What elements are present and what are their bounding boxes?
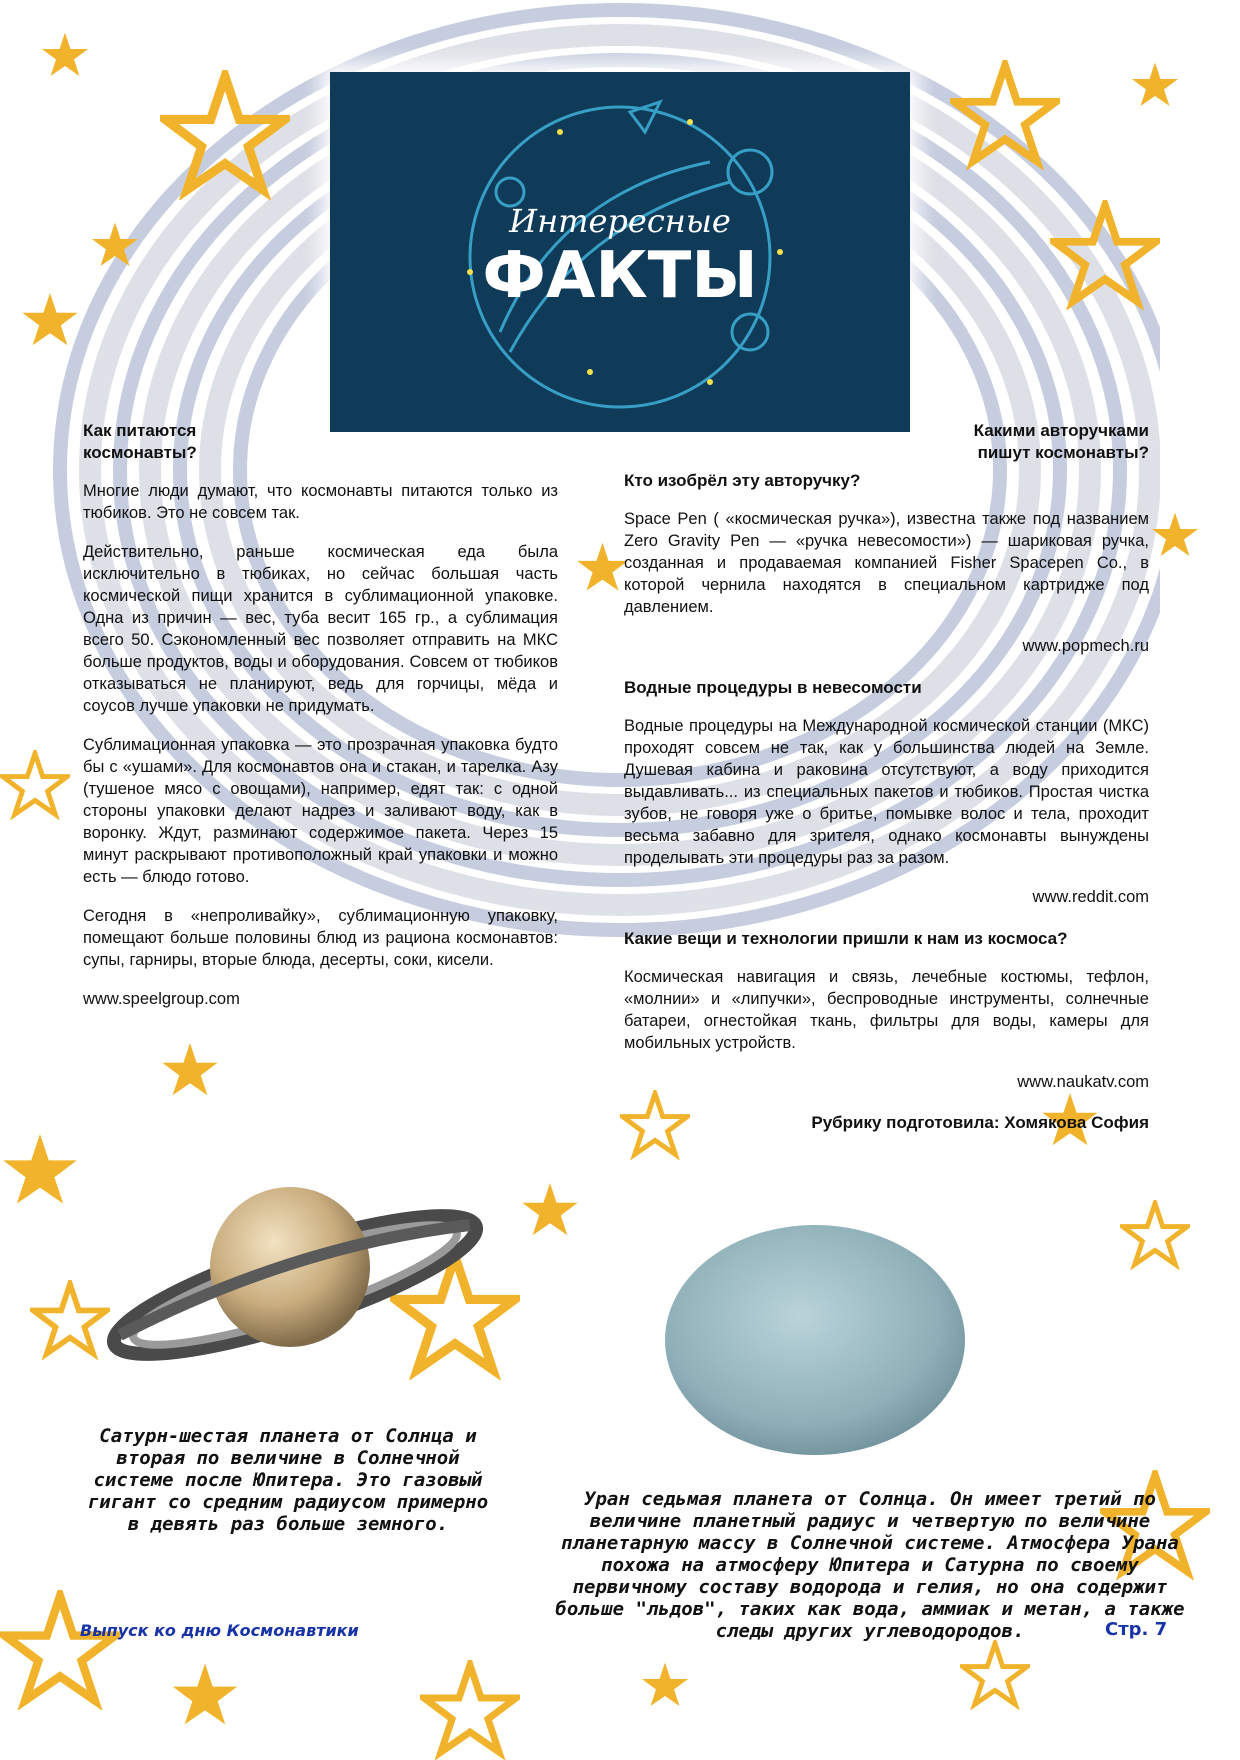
star-icon: [160, 70, 290, 200]
star-icon: [1120, 1200, 1190, 1270]
star-icon: [0, 1590, 120, 1710]
star-icon: [950, 60, 1060, 170]
star-icon: [1050, 200, 1160, 310]
pen-heading: Какими авторучками пишут космонавты?: [973, 421, 1149, 462]
issue-label: Выпуск ко дню Космонавтики: [80, 1621, 359, 1640]
star-icon: [960, 1640, 1030, 1710]
star-icon: [520, 1180, 580, 1240]
page-number: Стр. 7: [1105, 1619, 1168, 1640]
water-heading: Водные процедуры в невесомости: [624, 678, 922, 697]
credit-line: Рубрику подготовила: Хомякова София: [811, 1113, 1149, 1132]
facts-banner: [330, 72, 910, 432]
food-paragraph-1: Многие люди думают, что космонавты питаются только из тюбиков. Это не совсем так.: [83, 482, 558, 522]
star-icon: [90, 220, 140, 270]
left-column: [83, 420, 558, 1030]
water-paragraph: Водные процедуры на Международной космической станции (МКС) проходят совсем не так, как у большинства людей на Земле. Душевая кабина и раковина отсутствуют, а воду приходится выдавливать... из специальных пакетов и тюбиков. Простая чистка зубов, не говоря уже о бритье, помывке волос и тела, проходит весьма забавно для зрителя, однако космонавты вынуждены проделывать эти процедуры раз за разом.: [624, 717, 1149, 867]
uranus-caption: Уран седьмая планета от Солнца. Он имеет третий по величине планетный радиус и четвертую по величине планетарную массу в Солнечной системе. Атмосфера Урана похожа на атмосферу Юпитера и Сатурна по своему первичному составу водорода и гелия, но она содержит больше "льдов", таких как вода, аммиак и метан, а также следы других углеводородов.: [555, 1488, 1185, 1642]
star-icon: [0, 750, 70, 820]
water-source: www.reddit.com: [1032, 888, 1149, 906]
star-icon: [30, 1280, 110, 1360]
star-icon: [170, 1660, 240, 1730]
uranus-image: [660, 1220, 970, 1460]
right-column: [624, 420, 1149, 1133]
star-icon: [40, 30, 90, 80]
tech-heading: Какие вещи и технологии пришли к нам из космоса?: [624, 929, 1068, 948]
star-icon: [20, 290, 80, 350]
food-source: www.speelgroup.com: [83, 990, 240, 1008]
pen-paragraph: Space Pen ( «космическая ручка»), известна также под названием Zero Gravity Pen — «ручка невесомости») — шариковая ручка, созданная и продаваемая компанией Fisher Spacepen Co., в которой чернила находятся в специальном картридже под давлением.: [624, 510, 1149, 616]
pen-source: www.popmech.ru: [1022, 637, 1149, 655]
banner-script-title: Интересные: [509, 202, 731, 240]
tech-paragraph: Космическая навигация и связь, лечебные костюмы, тефлон, «молнии» и «липучки», беспроводные инструменты, солнечные батареи, огнестойкая ткань, фильтры для воды, камеры для мобильных устройств.: [624, 968, 1149, 1052]
banner-main-title: ФАКТЫ: [482, 239, 758, 313]
saturn-image: [100, 1185, 490, 1365]
star-icon: [575, 540, 630, 595]
pen-subheading: Кто изобрёл эту авторучку?: [624, 471, 861, 490]
banner-art: [330, 72, 910, 432]
tech-source: www.naukatv.com: [1017, 1073, 1149, 1091]
food-paragraph-2: Действительно, раньше космическая еда была исключительно в тюбиках, но сейчас большая часть космической пищи хранится в сублимационной упаковке. Одна из причин — вес, туба весит 165 гр., а сублимация всего 50. Сэкономленный вес позволяет отправить на МКС больше продуктов, воды и оборудования. Совсем от тюбиков отказываться не планируют, ведь для горчицы, мёда и соусов лучше упаковки не придумать.: [83, 543, 558, 715]
food-paragraph-3: Сублимационная упаковка — это прозрачная упаковка будто бы с «ушами». Для космонавтов она и стакан, и тарелка. Азу (тушеное мясо с овощами), например, едят так: с одной стороны упаковки делают надрез и заливают воду, как в воронку. Ждут, разминают содержимое пакета. Через 15 минут раскрывают противоположный край упаковки и можно есть — блюдо готово.: [83, 736, 558, 886]
food-paragraph-4: Сегодня в «непроливайку», сублимационную упаковку, помещают больше половины блюд из рациона космонавтов: супы, гарниры, вторые блюда, десерты, соки, кисели.: [83, 907, 558, 969]
star-icon: [0, 1130, 80, 1210]
star-icon: [420, 1660, 520, 1760]
saturn-caption: Сатурн-шестая планета от Солнца и вторая по величине в Солнечной системе после Юпитера. Это газовый гигант со средним радиусом примерно в девять раз больше земного.: [87, 1425, 489, 1535]
star-icon: [1150, 510, 1200, 560]
food-heading: Как питаются космонавты?: [83, 421, 197, 462]
star-icon: [160, 1040, 220, 1100]
star-icon: [640, 1660, 690, 1710]
star-icon: [1130, 60, 1180, 110]
